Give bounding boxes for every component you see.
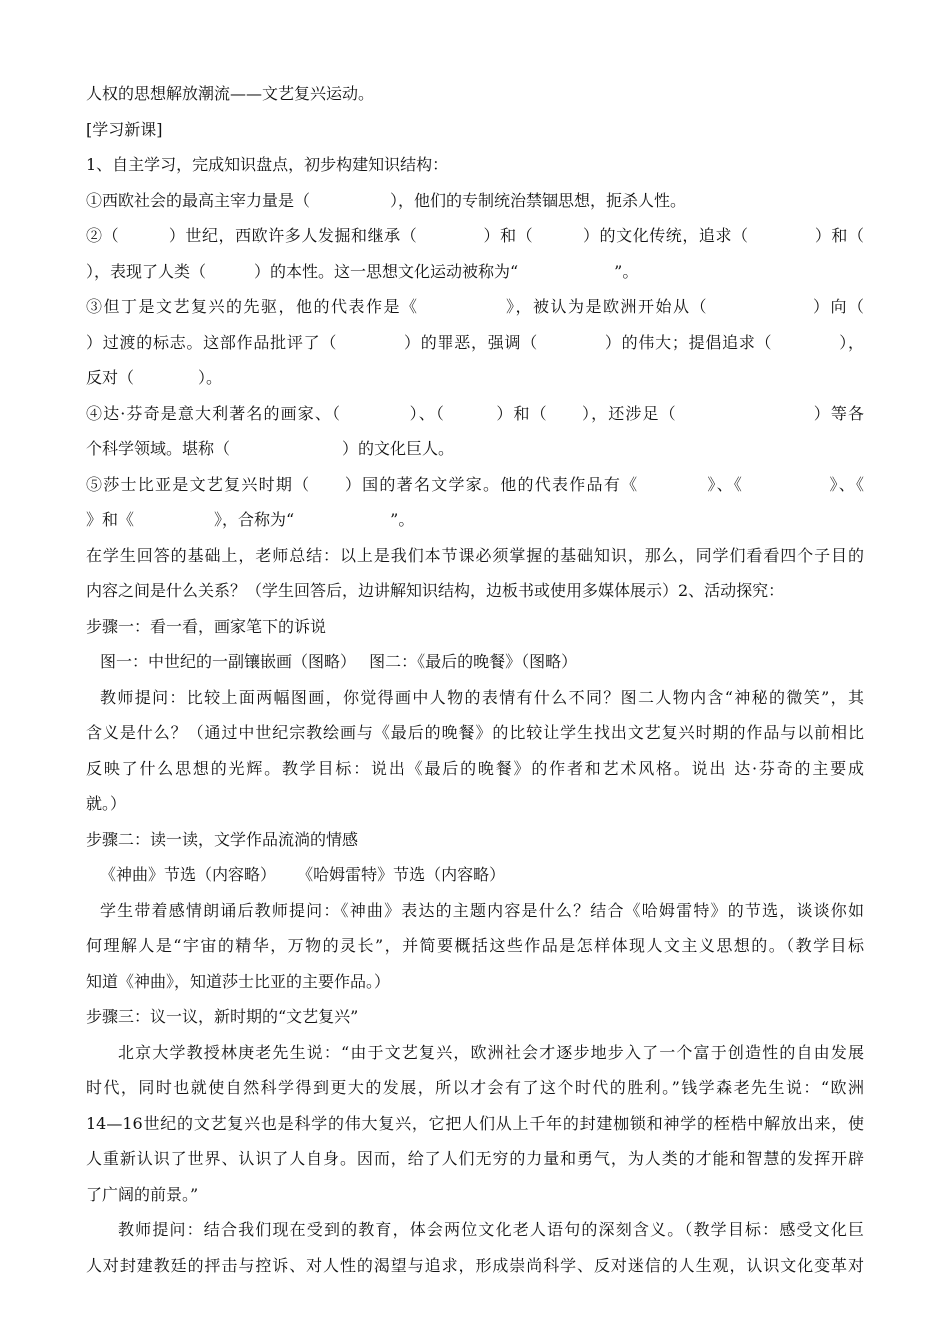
step-2-question-line-3: 知道《神曲》，知道莎士比亚的主要作品。）: [86, 971, 391, 991]
step-3-question-line-2: 人对封建教廷的抨击与控诉、对人性的渴望与追求，形成崇尚科学、反对迷信的人生观，认识文化变革对: [86, 1255, 864, 1275]
step-2-question-line-1: 学生带着感情朗诵后教师提问：《神曲》表达的主题内容是什么？结合《哈姆雷特》的节选，谈谈你如: [100, 900, 864, 920]
quote-paragraph-line-3: 14—16世纪的文艺复兴也是科学的伟大复兴，它把人们从上千年的封建枷锁和神学的桎梏中解放出来，使: [86, 1113, 864, 1133]
question-2-line-2: ），表现了人类（ ）的本性。这一思想文化运动被称为“ ”。: [86, 261, 639, 281]
step-1-heading: 步骤一：看一看，画家笔下的诉说: [86, 616, 327, 636]
question-5-line-1: ⑤莎士比亚是文艺复兴时期（ ）国的著名文学家。他的代表作品有《 》、《 》、《: [86, 474, 864, 494]
intro-line: 人权的思想解放潮流——文艺复兴运动。: [86, 84, 375, 103]
task-1-heading: 1、自主学习，完成知识盘点，初步构建知识结构：: [86, 155, 449, 174]
teacher-summary-line-1: 在学生回答的基础上，老师总结：以上是我们本节课必须掌握的基础知识，那么，同学们看看四个子目的: [86, 545, 864, 565]
step-1-question-line-4: 就。）: [86, 794, 127, 813]
question-3-line-3: 反对（ ）。: [86, 368, 223, 387]
step-2-excerpts: 《神曲》节选（内容略） 《哈姆雷特》节选（内容略）: [100, 865, 506, 884]
quote-paragraph-line-1: 北京大学教授林庚老先生说：“由于文艺复兴，欧洲社会才逐步地步入了一个富于创造性的自由发展: [118, 1042, 864, 1062]
question-2-line-1: ②（ ）世纪，西欧许多人发掘和继承（ ）和（ ）的文化传统，追求（ ）和（: [86, 226, 864, 245]
step-1-question-line-2: 含义是什么？（通过中世纪宗教绘画与《最后的晚餐》的比较让学生找出文艺复兴时期的作品与以前相比: [86, 723, 864, 742]
question-3-line-1: ③但丁是文艺复兴的先驱，他的代表作是《 》，被认为是欧洲开始从（ ）向（: [86, 297, 864, 316]
step-1-question-line-3: 反映了什么思想的光辉。教学目标：说出《最后的晚餐》的作者和艺术风格。说出 达·芬奇的主要成: [86, 758, 864, 778]
question-4-line-2: 个科学领域。堪称（ ）的文化巨人。: [86, 439, 455, 458]
quote-paragraph-line-2: 时代，同时也就使自然科学得到更大的发展，所以才会有了这个时代的胜利。”钱学森老先生说：“欧洲: [86, 1078, 864, 1097]
question-5-line-2: 》和《 》，合称为“ ”。: [86, 510, 415, 529]
teacher-summary-line-2: 内容之间是什么关系？（学生回答后，边讲解知识结构，边板书或使用多媒体展示）2、活动探究：: [86, 581, 785, 600]
step-3-heading: 步骤三：议一议，新时期的“文艺复兴”: [86, 1007, 359, 1026]
step-2-heading: 步骤二：读一读，文学作品流淌的情感: [86, 829, 359, 849]
step-3-question-line-1: 教师提问：结合我们现在受到的教育，体会两位文化老人语句的深刻含义。（教学目标：感受文化巨: [118, 1220, 864, 1239]
step-1-figures: 图一：中世纪的一副镶嵌画（图略） 图二：《最后的晚餐》（图略）: [100, 652, 578, 671]
question-3-line-2: ）过渡的标志。这部作品批评了（ ）的罪恶，强调（ ）的伟大；提倡追求（ ），: [86, 332, 864, 352]
section-heading-new-lesson: [学习新课]: [86, 119, 163, 139]
quote-paragraph-line-4: 人重新认识了世界、认识了人自身。因而，给了人们无穷的力量和勇气，为人类的才能和智慧的发挥开辟: [86, 1149, 864, 1168]
step-2-question-line-2: 何理解人是“宇宙的精华，万物的灵长”，并简要概括这些作品是怎样体现人文主义思想的。（教学目标: [86, 936, 864, 955]
question-1: ①西欧社会的最高主宰力量是（ ），他们的专制统治禁锢思想，扼杀人性。: [86, 190, 687, 210]
step-1-question-line-1: 教师提问：比较上面两幅图画，你觉得画中人物的表情有什么不同？图二人物内含“神秘的微笑”，其: [100, 687, 864, 707]
question-4-line-1: ④达·芬奇是意大利著名的画家、（ ）、（ ）和（ ），还涉足（ ）等各: [86, 403, 864, 423]
quote-paragraph-line-5: 了广阔的前景。”: [86, 1184, 199, 1204]
